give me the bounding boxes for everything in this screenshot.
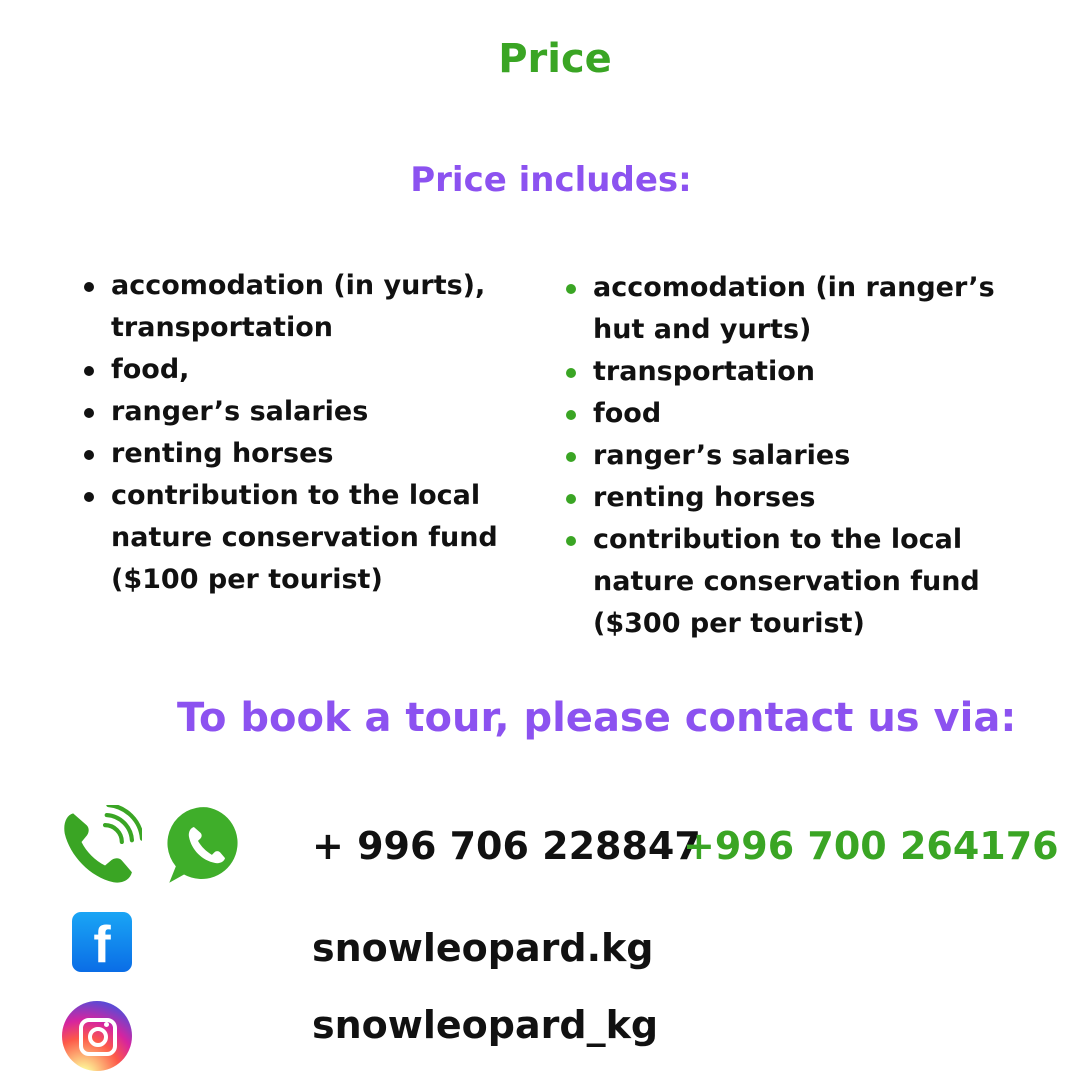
list-item: renting horses: [593, 477, 1013, 519]
whatsapp-icon: [166, 804, 248, 886]
list-item: ranger’s salaries: [111, 391, 511, 433]
phone-number-2: +996 700 264176: [683, 824, 1059, 868]
phone-number-1: + 996 706 228847: [312, 824, 701, 868]
price-includes-list-left: [111, 265, 511, 601]
page-title: Price: [498, 36, 612, 82]
price-includes-heading: Price includes:: [410, 160, 692, 200]
list-item: contribution to the local nature conservation fund ($300 per tourist): [593, 519, 1013, 645]
phone-icon: [58, 805, 142, 889]
list-item: ranger’s salaries: [593, 435, 1013, 477]
facebook-icon: f: [72, 912, 132, 972]
price-includes-list-right: [593, 267, 1013, 645]
list-item: accomodation (in ranger’s hut and yurts): [593, 267, 1013, 351]
instagram-icon: [62, 1001, 132, 1071]
list-item: renting horses: [111, 433, 511, 475]
list-item: transportation: [593, 351, 1013, 393]
list-item: accomodation (in yurts), transportation: [111, 265, 511, 349]
instagram-icon-dot: [104, 1022, 109, 1027]
instagram-icon-lens: [88, 1027, 108, 1047]
list-item: food: [593, 393, 1013, 435]
list-item: contribution to the local nature conservation fund ($100 per tourist): [111, 475, 511, 601]
instagram-handle: snowleopard_kg: [312, 1003, 659, 1047]
contact-heading: To book a tour, please contact us via:: [177, 695, 1017, 741]
facebook-handle: snowleopard.kg: [312, 926, 654, 970]
list-item: food,: [111, 349, 511, 391]
